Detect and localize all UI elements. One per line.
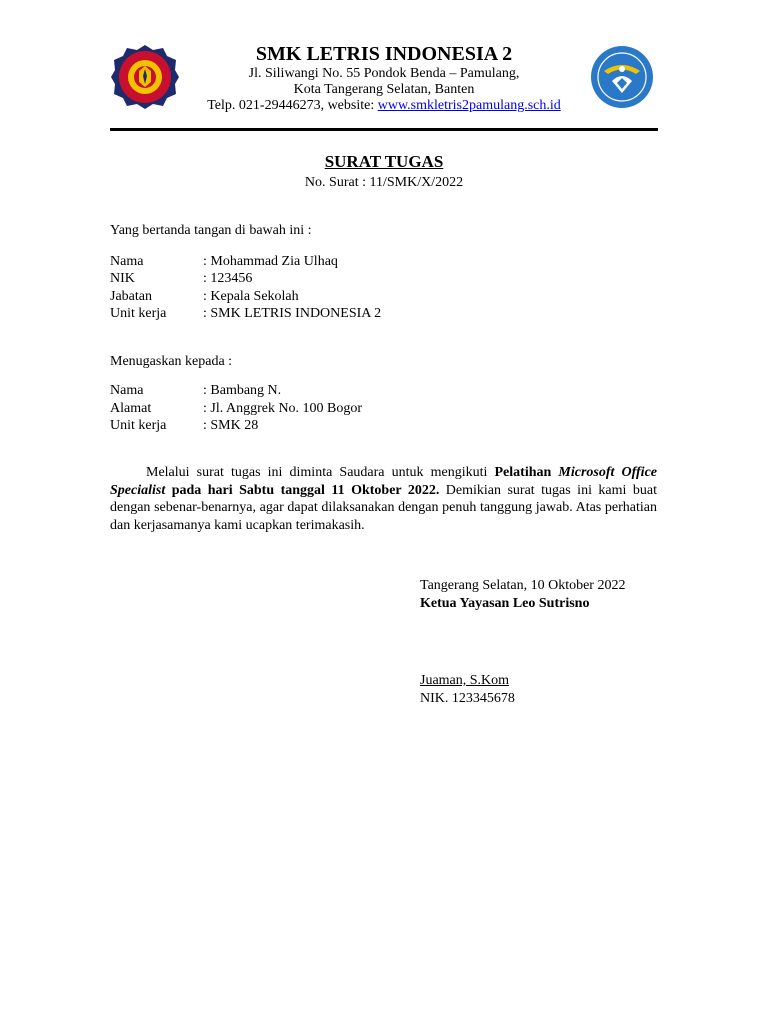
address-line-2: Kota Tangerang Selatan, Banten — [293, 82, 475, 97]
field-value: : Jl. Anggrek No. 100 Bogor — [203, 401, 363, 416]
letterhead — [180, 42, 588, 114]
signatory-name-row — [110, 253, 338, 270]
body-bold-2: pada hari Sabtu tanggal 11 Oktober 2022. — [165, 482, 440, 498]
field-label: Jabatan — [110, 289, 152, 304]
field-value: : Mohammad Zia Ulhaq — [203, 254, 338, 269]
field-label: Nama — [110, 254, 144, 269]
field-value: : SMK 28 — [203, 418, 259, 433]
field-label: Nama — [110, 383, 144, 398]
body-bold-italic: Microsoft Office Specialist — [110, 465, 657, 498]
contact-text: Telp. 021-29446273, website: — [207, 98, 378, 113]
assignee-name-row — [110, 382, 281, 399]
website-link[interactable]: www.smkletris2pamulang.sch.id — [377, 98, 561, 113]
field-value: : SMK LETRIS INDONESIA 2 — [203, 306, 382, 321]
field-label: Unit kerja — [110, 306, 167, 321]
school-name: SMK LETRIS INDONESIA 2 — [255, 43, 513, 65]
field-value: : Bambang N. — [203, 383, 282, 398]
field-value: : 123456 — [203, 271, 253, 286]
body-bold-1: Pelatihan — [494, 465, 559, 480]
assignee-unit-row — [110, 417, 258, 434]
letterhead-divider — [110, 128, 658, 131]
signatory-role: Ketua Yayasan Leo Sutrisno — [420, 596, 590, 611]
signer-nik: NIK. 123345678 — [420, 691, 515, 706]
body-text-1: Melalui surat tugas ini diminta Saudara untuk mengikuti — [146, 465, 495, 480]
signatory-nik-row — [110, 270, 252, 287]
field-label: Alamat — [110, 401, 152, 416]
school-crest-logo — [110, 44, 180, 110]
letter-number: No. Surat : 11/SMK/X/2022 — [304, 175, 464, 190]
contact-line — [180, 98, 588, 114]
field-label: NIK — [110, 271, 135, 286]
body-text-2: Demikian surat tugas ini kami buat dengan sebenar-benarnya, agar dapat dilaksanakan dengan penuh tanggung jawab. Atas perhatian dan kerjasamanya kami ucapkan terimakasih. — [110, 482, 657, 533]
assignee-address-row — [110, 400, 362, 417]
signatory-unit-row — [110, 305, 381, 322]
address-line-1: Jl. Siliwangi No. 55 Pondok Benda – Pamulang, — [248, 66, 520, 81]
intro-text: Yang bertanda tangan di bawah ini : — [110, 223, 312, 238]
field-label: Unit kerja — [110, 418, 167, 433]
field-value: : Kepala Sekolah — [203, 289, 299, 304]
signatory-position-row — [110, 288, 299, 305]
signer-name: Juaman, S.Kom — [420, 673, 510, 688]
place-date: Tangerang Selatan, 10 Oktober 2022 — [420, 578, 626, 593]
body-paragraph — [110, 464, 657, 534]
letter-title: SURAT TUGAS — [324, 152, 444, 171]
assign-intro-text: Menugaskan kepada : — [110, 354, 233, 369]
tut-wuri-handayani-logo — [590, 45, 654, 109]
